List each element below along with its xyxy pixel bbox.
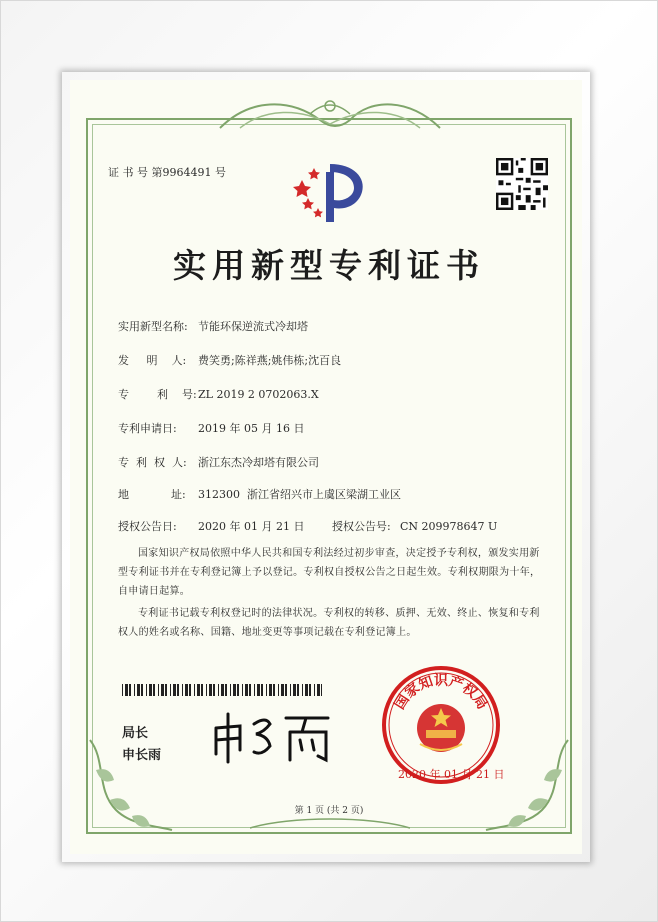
field-label: 地 址: xyxy=(118,488,186,501)
statement-paragraph-2: 专利证书记载专利权登记时的法律状况。专利权的转移、质押、无效、终止、恢复和专利权人的姓名或名称、国籍、地址变更等事项记载在专利登记簿上。 xyxy=(118,608,540,638)
field-patentee xyxy=(118,454,319,470)
field-inventors xyxy=(118,352,341,368)
field-address xyxy=(118,486,401,502)
field-value: 2019 年 05 月 16 日 xyxy=(198,422,305,435)
field-value: 节能环保逆流式冷却塔 xyxy=(198,320,308,333)
cnipa-logo-icon xyxy=(292,160,372,226)
field-patent-number xyxy=(118,386,319,402)
seal-text: 国家知识产权局 xyxy=(391,672,491,713)
seal-date: 2020 年 01 月 21 日 xyxy=(398,768,505,781)
field-grant-date xyxy=(118,518,304,534)
field-label: 授权公告日: xyxy=(118,520,177,533)
field-value: 2020 年 01 月 21 日 xyxy=(198,520,305,533)
field-label: 专 利 权 人: xyxy=(118,456,187,469)
field-label: 专利申请日: xyxy=(118,422,177,435)
field-utility-model-name xyxy=(118,318,308,334)
field-label: 专 利 号: xyxy=(118,388,197,401)
field-label: 授权公告号: xyxy=(332,520,391,533)
statement-paragraph-1: 国家知识产权局依照中华人民共和国专利法经过初步审查，决定授予专利权，颁发实用新型专利证书并在专利登记簿上予以登记。专利权自授权公告之日起生效。专利权期限为十年，自申请日起算。 xyxy=(118,548,541,597)
qr-code-icon xyxy=(496,158,548,210)
page-footer: 第 1 页 (共 2 页) xyxy=(294,806,364,816)
field-label: 发 明 人: xyxy=(118,354,187,367)
field-application-date xyxy=(118,420,304,436)
certificate-title: 实用新型专利证书 xyxy=(173,246,485,285)
signer-name: 申长雨 xyxy=(122,748,162,763)
certificate-number: 证 书 号 第9964491 号 xyxy=(108,166,226,179)
field-value: 浙江东杰冷却塔有限公司 xyxy=(198,456,319,469)
top-ornament-icon xyxy=(210,94,450,134)
field-value: CN 209978647 U xyxy=(400,520,498,533)
signature-icon xyxy=(210,706,340,766)
field-value: 费笑勇;陈祥燕;姚伟栋;沈百良 xyxy=(198,354,342,367)
field-label: 实用新型名称: xyxy=(118,320,188,333)
field-value: ZL 2019 2 0702063.X xyxy=(198,388,319,401)
field-grant-number xyxy=(332,518,497,534)
field-value: 312300 浙江省绍兴市上虞区梁湖工业区 xyxy=(198,488,401,501)
signer-title: 局长 xyxy=(122,726,149,741)
barcode-icon xyxy=(122,684,322,696)
